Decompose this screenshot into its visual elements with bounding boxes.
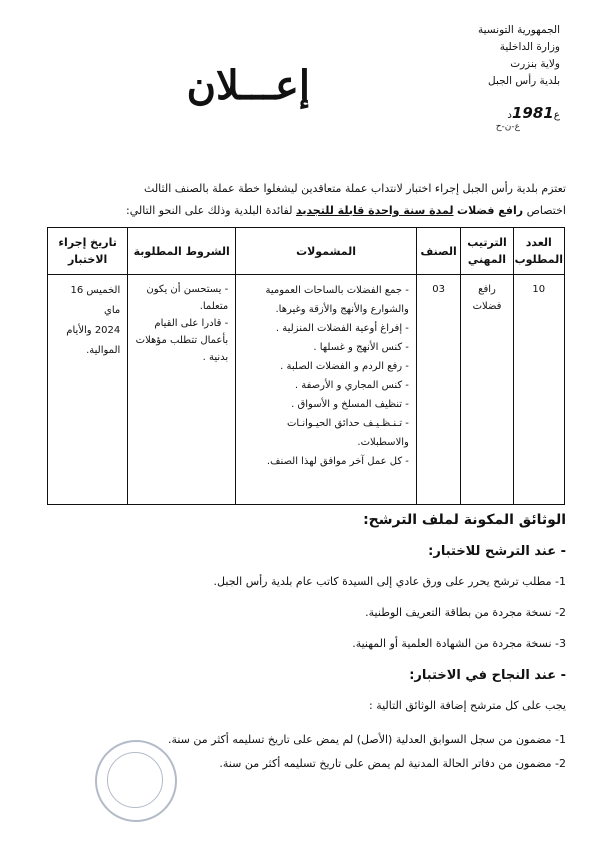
success-note: يجب على كل مترشح إضافة الوثائق التالية : <box>369 699 566 712</box>
exam-date-line: الخميس 16 ماي <box>70 285 121 316</box>
conditions-list <box>129 281 234 366</box>
success-doc-2: 2- مضمون من دفاتر الحالة المدنية لم يمض على تاريخ تسليمه أكثر من سنة. <box>219 757 566 770</box>
application-doc-2: 2- نسخة مجردة من بطاقة التعريف الوطنية. <box>365 606 566 619</box>
success-doc-1: 1- مضمون من سجل السوابق العدلية (الأصل) لم يمض على تاريخ تسليمه أكثر من سنة. <box>167 733 566 746</box>
page-title: إعـــلان <box>186 62 310 109</box>
cell-conditions <box>128 275 236 505</box>
date-note: ع-ن-ح <box>495 122 520 132</box>
municipality-name: بلدية رأس الجبل <box>488 75 560 87</box>
intro-text: لفائدة البلدية وذلك على النحو التالي: <box>126 204 296 217</box>
scope-item: - جمع الفضلات بالساحات العمومية <box>265 285 409 296</box>
header-grade: الصنف <box>416 228 461 275</box>
exam-date-line: الموالية. <box>86 345 121 356</box>
scope-item: - رفع الردم و الفضلات الصلبة . <box>280 361 409 372</box>
condition-item: - قادرا على القيام <box>154 318 229 329</box>
condition-item: بأعمال تتطلب مؤهلات <box>135 335 229 346</box>
job-title-bold: رافع فضلات <box>457 204 524 217</box>
scope-item: والشوارع والأنهج والأزقة وغيرها. <box>275 304 409 315</box>
table-row <box>48 275 565 505</box>
issuer-header <box>410 22 560 90</box>
republic-name: الجمهورية التونسية <box>478 24 560 36</box>
scope-item: والاسطبلات. <box>357 437 409 448</box>
scope-item: - تـنـظـيـف حدائق الحيـوانـات <box>286 418 409 429</box>
table-header-row <box>48 228 565 275</box>
scope-list <box>237 281 415 471</box>
ref-prefix: ع <box>553 109 560 121</box>
application-doc-1: 1- مطلب ترشح يحرر على ورق عادي إلى السيدة كاتب عام بلدية رأس الجبل. <box>213 575 566 588</box>
ref-suffix: د <box>507 109 512 121</box>
ref-number-value: 1981 <box>511 104 554 122</box>
header-conditions: الشروط المطلوبة <box>128 228 236 275</box>
header-date: تاريخ إجراء الاختبار <box>48 228 128 275</box>
scope-item: - كنس الأنهج و غسلها . <box>313 342 409 353</box>
success-subtitle: - عند النجاح في الاختبار: <box>409 668 566 683</box>
condition-item: بدنية . <box>202 352 229 363</box>
cell-scope <box>236 275 417 505</box>
exam-date <box>49 281 126 361</box>
condition-item: - يستحسن أن يكون <box>146 284 229 295</box>
stamp-inner-ring <box>107 752 163 808</box>
count-value: 10 <box>532 284 546 295</box>
rank-value: رافع فضلات <box>472 284 502 312</box>
header-rank: الترتيب المهني <box>461 228 513 275</box>
grade-value: 03 <box>432 284 446 295</box>
intro-line-1: تعتزم بلدية رأس الجبل إجراء اختبار لانتداب عملة متعاقدين ليشغلوا خطة عملة بالصنف الثالث <box>144 182 566 195</box>
cell-grade <box>416 275 461 505</box>
governorate-name: ولاية بنزرت <box>510 58 560 70</box>
intro-line-2 <box>26 200 566 222</box>
cell-date <box>48 275 128 505</box>
positions-table <box>47 227 565 505</box>
condition-item: متعلما. <box>199 301 229 312</box>
header-scope: المشمولات <box>236 228 417 275</box>
intro-paragraph <box>26 178 566 222</box>
official-stamp-icon <box>95 740 177 822</box>
scope-item: - تنظيف المسلخ و الأسواق . <box>291 399 409 410</box>
application-subtitle: - عند الترشح للاختبار: <box>428 544 566 559</box>
cell-count <box>513 275 564 505</box>
scope-item: - إفراغ أوعية الفضلات المنزلية . <box>275 323 409 334</box>
reference-number <box>507 104 560 122</box>
documents-title: الوثائق المكونة لملف الترشح: <box>363 512 566 528</box>
header-count: العدد المطلوب <box>513 228 564 275</box>
application-doc-3: 3- نسخة مجردة من الشهادة العلمية أو المهنية. <box>352 637 566 650</box>
exam-date-line: 2024 والأيام <box>66 325 121 336</box>
scope-item: - كنس المجاري و الأرصفة . <box>294 380 409 391</box>
contract-duration: لمدة سنة واحدة قابلة للتجديد <box>295 204 454 217</box>
intro-text: اختصاص <box>523 204 566 217</box>
ministry-name: وزارة الداخلية <box>499 41 560 53</box>
cell-rank <box>461 275 513 505</box>
scope-item: - كل عمل آخر موافق لهذا الصنف. <box>266 456 409 467</box>
